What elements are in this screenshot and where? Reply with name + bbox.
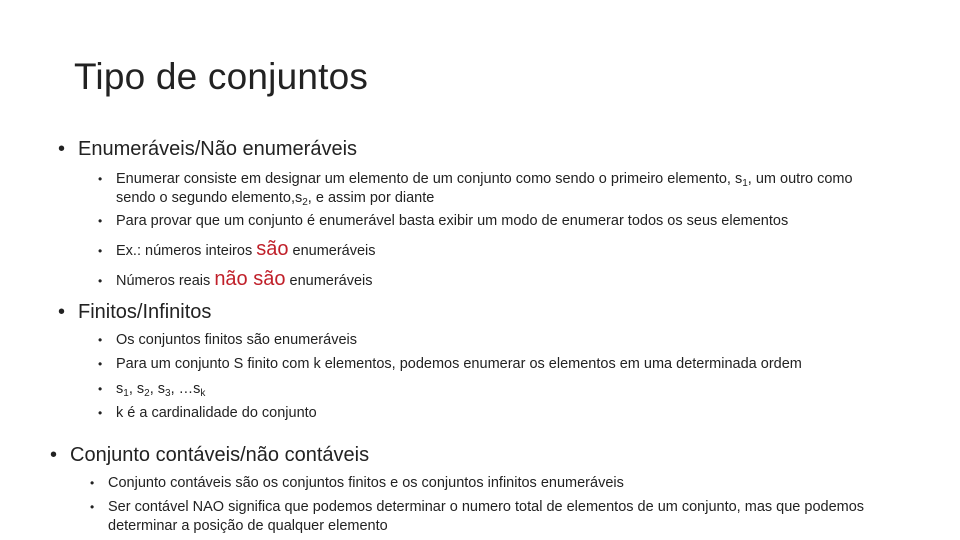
- bullet-icon: •: [98, 244, 103, 258]
- bullet-icon: •: [98, 406, 103, 420]
- section-heading-contaveis: • Conjunto contáveis/não contáveis: [50, 444, 370, 466]
- list-item: • Os conjuntos finitos são enumeráveis: [98, 332, 357, 348]
- list-item: • $s_1$, $s_2$, $s_3$, $\dots s_k$: [98, 381, 206, 399]
- list-item: • Ser contável NAO significa que podemos determinar o numero total de elementos de um conjunto, mas que podemos determinar a posição de qualquer elemento: [90, 499, 865, 534]
- bullet-icon: •: [58, 301, 66, 323]
- list-item: • k é a cardinalidade do conjunto: [98, 405, 317, 421]
- bullet-icon: •: [98, 357, 103, 371]
- bullet-icon: •: [98, 333, 103, 347]
- emphasis-text: não são: [214, 268, 286, 290]
- list-item: • Para um conjunto S finito com k elementos, podemos enumerar os elementos em uma determinada ordem: [98, 356, 802, 372]
- bullet-icon: •: [98, 274, 103, 288]
- bullet-icon: •: [58, 138, 66, 160]
- bullet-icon: •: [98, 382, 103, 396]
- emphasis-text: são: [256, 238, 289, 260]
- bullet-icon: •: [50, 444, 58, 466]
- bullet-icon: •: [98, 172, 103, 186]
- slide-title: Tipo de conjuntos: [74, 56, 369, 97]
- list-item: • Conjunto contáveis são os conjuntos finitos e os conjuntos infinitos enumeráveis: [90, 475, 624, 491]
- section-heading-finitos: • Finitos/Infinitos: [58, 301, 212, 323]
- bullet-icon: •: [98, 214, 103, 228]
- bullet-icon: •: [90, 476, 95, 490]
- bullet-icon: •: [90, 500, 95, 514]
- list-item: • Números reais não são enumeráveis: [98, 268, 373, 290]
- list-item: • Enumerar consiste em designar um elemento de um conjunto como sendo o primeiro elemento, $s_1$, um outro como sendo o segundo $elemento,s_2$, e assim por diante: [98, 171, 853, 208]
- list-item: • Ex.: números inteiros são enumeráveis: [98, 238, 376, 260]
- list-item: • Para provar que um conjunto é enumerável basta exibir um modo de enumerar todos os seus elementos: [98, 213, 789, 229]
- section-heading-enumeraveis: • Enumeráveis/Não enumeráveis: [58, 138, 358, 160]
